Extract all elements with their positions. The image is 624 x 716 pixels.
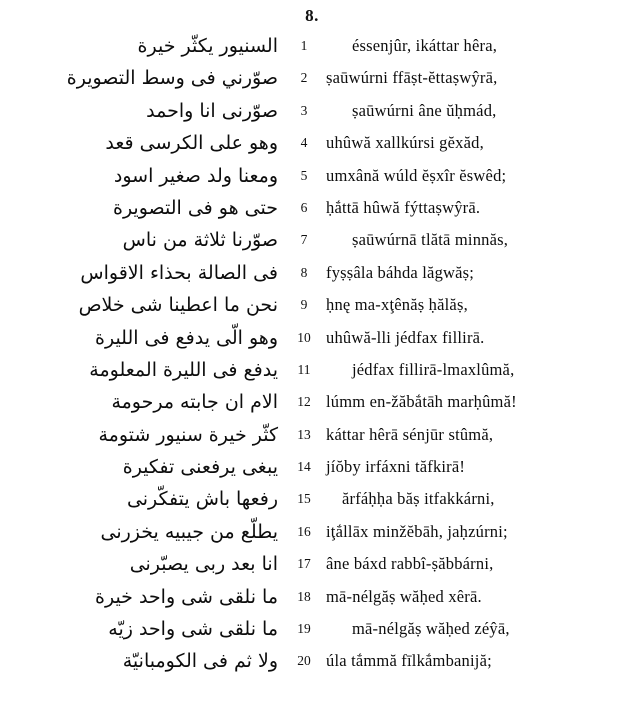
transliteration-column — [326, 30, 616, 678]
line-number: 14 — [297, 459, 311, 475]
line-number: 11 — [297, 361, 311, 377]
transliteration-line: umxână wúld ĕṣxîr ĕswêd; — [326, 165, 507, 185]
line-number: 18 — [297, 588, 311, 604]
arabic-line: ولا ثم فى الكومبانيّة — [122, 650, 278, 673]
transliteration-line: úla tắmmă fīlkắmbanijă; — [326, 651, 492, 671]
transliteration-line: káttar hêrā sénjūr stûmă, — [326, 424, 494, 444]
arabic-line: ما نلقى شى واحد زيّه — [108, 618, 278, 641]
arabic-column — [10, 30, 282, 678]
arabic-line: حتى هو فى التصويرة — [112, 196, 278, 219]
line-number: 9 — [300, 297, 308, 313]
line-number: 3 — [300, 102, 308, 118]
arabic-line: يطلّع من جيبيه يخزرنى — [100, 520, 278, 543]
arabic-line: انا بعد ربى يصبّرنى — [129, 553, 278, 576]
arabic-line: ومعنا ولد صغير اسود — [113, 164, 278, 187]
arabic-line: صوّرنى انا واحمد — [146, 99, 278, 122]
transliteration-line: ḥnę ma-xţênăṣ ḥălăṣ, — [326, 295, 468, 315]
page-number: 8. — [305, 6, 319, 25]
transliteration-line: lúmm en-žăbắtāh marḥûmă! — [326, 392, 517, 412]
line-number: 7 — [300, 232, 308, 248]
transliteration-line: jíŏby irfáxni tăfkirā! — [326, 457, 466, 477]
arabic-line: كثّر خيرة سنيور شتومة — [98, 423, 278, 446]
arabic-line: وهو الّى يدفع فى الليرة — [95, 326, 278, 349]
line-number: 2 — [300, 70, 308, 86]
line-number-column — [282, 30, 326, 678]
arabic-line: يبغى يرفعنى تفكيرة — [122, 456, 278, 479]
arabic-line: الام ان جابته مرحومة — [111, 391, 278, 414]
transliteration-line: ṣaūwúrnā tlătā minnăs, — [352, 230, 509, 250]
arabic-line: وهو على الكرسى قعد — [105, 132, 278, 155]
arabic-line: فى الصالة بحذاء الاقواس — [80, 261, 278, 284]
transliteration-line: uhûwă-lli jédfax fillirā. — [326, 327, 485, 347]
line-number: 6 — [300, 199, 308, 215]
arabic-line: نحن ما اعطينا شى خلاص — [78, 294, 278, 317]
arabic-line: السنيور يكثّر خيرة — [137, 35, 278, 57]
line-number: 17 — [297, 556, 311, 572]
line-number: 1 — [300, 38, 308, 53]
arabic-line: يدفع فى الليرة المعلومة — [89, 358, 278, 381]
line-number: 19 — [297, 621, 311, 637]
line-number: 13 — [297, 426, 311, 442]
arabic-line: صوّرني فى وسط التصويرة — [66, 67, 278, 90]
transliteration-line: ṣaūwúrni âne ŭḥmád, — [352, 100, 497, 120]
transliteration-line: éssenjûr, ikáttar hêra, — [352, 36, 498, 55]
line-number: 4 — [300, 135, 308, 151]
transliteration-line: ḥắttā hûwă fýttaṣwŷrā. — [326, 197, 481, 217]
transliteration-line: fyṣṣâla báhda lăgwăṣ; — [326, 262, 475, 282]
transliteration-line: uhûwă xallkúrsi gĕxăd, — [326, 133, 484, 153]
transliteration-line: mā-nélgăṣ wăḥed xêrā. — [326, 586, 482, 606]
transliteration-line: iţắllāx minžĕbāh, jaḥzúrni; — [326, 521, 508, 541]
line-number: 15 — [297, 491, 311, 507]
arabic-line: رفعها باش يتفكّرنى — [126, 488, 278, 511]
line-number: 16 — [297, 523, 311, 539]
line-number: 10 — [297, 329, 311, 345]
line-number: 8 — [300, 264, 308, 280]
transliteration-line: ărfáḥḥa băṣ itfakkárni, — [342, 489, 495, 509]
transliteration-line: mā-nélgăṣ wăḥed zéŷā, — [352, 619, 510, 639]
line-number: 12 — [297, 394, 311, 410]
arabic-line: ما نلقى شى واحد خيرة — [95, 585, 278, 608]
transliteration-line: ṣaūwúrni ffāṣt-ĕttaṣwŷrā, — [326, 68, 498, 88]
line-number: 20 — [297, 653, 311, 669]
transliteration-line: jédfax fillirā-lmaxlûmă, — [352, 359, 515, 379]
page — [0, 6, 624, 716]
transliteration-line: âne báxd rabbî-ṣăbbárni, — [326, 554, 494, 574]
line-number: 5 — [300, 167, 308, 183]
poem-columns — [0, 30, 624, 678]
arabic-line: صوّرنا ثلاثة من ناس — [122, 229, 278, 252]
